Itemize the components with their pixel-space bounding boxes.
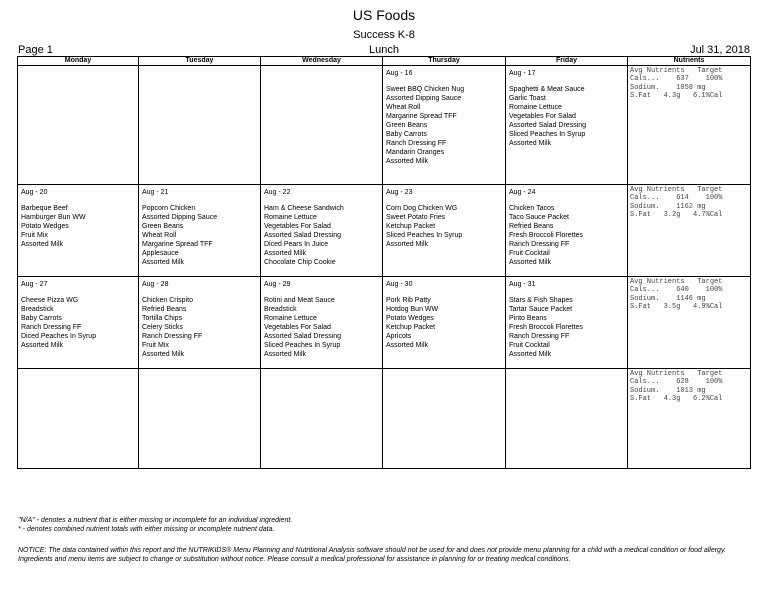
- menu-item: Baby Carrots: [21, 315, 62, 322]
- day-cell: [383, 277, 506, 369]
- menu-item: Cheese Pizza WG: [21, 297, 79, 304]
- nutrients-cell: [628, 277, 751, 369]
- menu-item: Margarine Spread TFF: [142, 241, 213, 248]
- report-title: US Foods: [352, 7, 416, 23]
- menu-item: Fruit Cocktail: [509, 342, 550, 349]
- menu-item: Assorted Milk: [264, 351, 307, 358]
- menu-item: Diced Peaches In Syrup: [21, 333, 97, 340]
- nutrients-cell: [628, 66, 751, 185]
- menu-item: Fresh Broccoli Florettes: [509, 324, 583, 331]
- day-date: Aug - 29: [264, 281, 291, 288]
- meal-label: Lunch: [369, 44, 399, 56]
- day-cell: [261, 369, 383, 469]
- menu-item: Sliced Peaches In Syrup: [509, 131, 586, 138]
- menu-item: Assorted Salad Dressing: [264, 333, 342, 340]
- notice-text: NOTICE: The data contained within this report and the NUTRIKIDS® Menu Planning and Nutritional Analysis software should not be used for and does not provide menu planning for a child with a medical condition or food allergy. Ingredients and menu items are subject to change or substitution without notice. Please consult a medical professional for assistance in planning for or treating medical conditions.: [18, 547, 726, 563]
- menu-item: Pork Rib Patty: [386, 297, 431, 304]
- footnotes: [18, 516, 753, 534]
- menu-item: Fresh Broccoli Florettes: [509, 232, 583, 239]
- menu-calendar-table: [17, 56, 751, 469]
- day-menu: [139, 185, 260, 267]
- menu-item: Chicken Crispito: [142, 297, 193, 304]
- menu-item: Assorted Dipping Sauce: [142, 214, 218, 221]
- menu-item: Taco Sauce Packet: [509, 214, 569, 221]
- day-menu: [261, 369, 382, 372]
- day-cell: [18, 369, 139, 469]
- col-header-monday: Monday: [18, 57, 139, 66]
- menu-item: Potato Wedges: [21, 223, 69, 230]
- day-menu: [261, 277, 382, 359]
- menu-item: Applesauce: [142, 250, 179, 257]
- menu-item: Assorted Milk: [386, 342, 429, 349]
- menu-item: Wheat Roll: [142, 232, 177, 239]
- menu-item: Fruit Mix: [21, 232, 48, 239]
- col-header-tuesday: Tuesday: [139, 57, 261, 66]
- menu-item: Ranch Dressing FF: [21, 324, 82, 331]
- day-cell: [261, 277, 383, 369]
- day-date: Aug - 23: [386, 189, 413, 196]
- menu-item: Ranch Dressing FF: [386, 140, 447, 147]
- col-header-nutrients: Nutrients: [628, 57, 751, 66]
- menu-item: Assorted Milk: [386, 241, 429, 248]
- menu-item: Assorted Salad Dressing: [509, 122, 587, 129]
- day-menu: [18, 185, 138, 249]
- day-menu: [139, 277, 260, 359]
- menu-item: Baby Carrots: [386, 131, 427, 138]
- menu-item: Diced Pears In Juice: [264, 241, 329, 248]
- weekday-header-row: [18, 57, 751, 66]
- day-cell: [383, 185, 506, 277]
- menu-item: Sliced Peaches In Syrup: [386, 232, 463, 239]
- day-date: Aug - 20: [21, 189, 48, 196]
- menu-item: Sweet Potato Fries: [386, 214, 446, 221]
- day-menu: [139, 369, 260, 372]
- menu-item: Assorted Milk: [264, 250, 307, 257]
- day-date: Aug - 24: [509, 189, 536, 196]
- menu-item: Chicken Tacos: [509, 205, 555, 212]
- nutrients-cell: [628, 369, 751, 469]
- day-menu: [506, 185, 627, 267]
- menu-item: Hamburger Bun WW: [21, 214, 86, 221]
- day-menu: [506, 369, 627, 372]
- day-menu: [383, 185, 505, 249]
- day-menu: [139, 66, 260, 69]
- menu-item: Wheat Roll: [386, 104, 421, 111]
- menu-item: Ranch Dressing FF: [142, 333, 203, 340]
- day-menu: [383, 369, 505, 372]
- menu-item: Barbeque Beef: [21, 205, 68, 212]
- menu-item: Sliced Peaches In Syrup: [264, 342, 341, 349]
- day-menu: [383, 277, 505, 350]
- week-row: [18, 185, 751, 277]
- week-row: [18, 369, 751, 469]
- nutrient-summary: Avg Nutrients Target Cals... 640 100% Sodium. 1146 mg S.Fat 3.5g 4.9%Cal: [630, 278, 723, 312]
- menu-item: Romaine Lettuce: [509, 104, 562, 111]
- week-row: [18, 66, 751, 185]
- menu-item: Fruit Mix: [142, 342, 169, 349]
- menu-item: Assorted Milk: [509, 140, 552, 147]
- footnote-na: "N/A" - denotes a nutrient that is either missing or incomplete for an individual ingredient.: [18, 517, 293, 524]
- day-menu: [18, 66, 138, 69]
- day-menu: [383, 66, 505, 166]
- col-header-friday: Friday: [506, 57, 628, 66]
- day-cell: [18, 277, 139, 369]
- day-menu: [506, 277, 627, 359]
- menu-item: Assorted Milk: [142, 259, 185, 266]
- day-date: Aug - 21: [142, 189, 169, 196]
- day-date: Aug - 28: [142, 281, 169, 288]
- nutrients-cell: [628, 185, 751, 277]
- day-date: Aug - 16: [386, 70, 413, 77]
- day-date: Aug - 27: [21, 281, 48, 288]
- menu-item: Vegetables For Salad: [509, 113, 576, 120]
- day-cell: [18, 66, 139, 185]
- menu-item: Potato Wedges: [386, 315, 434, 322]
- day-menu: [18, 277, 138, 350]
- day-cell: [18, 185, 139, 277]
- menu-item: Stars & Fish Shapes: [509, 297, 573, 304]
- menu-item: Refried Beans: [509, 223, 554, 230]
- menu-item: Green Beans: [142, 223, 184, 230]
- menu-item: Hotdog Bun WW: [386, 306, 439, 313]
- day-cell: [383, 66, 506, 185]
- day-menu: [261, 185, 382, 267]
- footnote-asterisk: * - denotes combined nutrient totals with either missing or incomplete nutrient data.: [18, 526, 275, 533]
- menu-item: Corn Dog Chicken WG: [386, 205, 458, 212]
- day-cell: [139, 369, 261, 469]
- menu-item: Assorted Milk: [21, 241, 64, 248]
- day-cell: [139, 277, 261, 369]
- day-cell: [383, 369, 506, 469]
- menu-item: Apricots: [386, 333, 412, 340]
- day-cell: [139, 185, 261, 277]
- col-header-wednesday: Wednesday: [261, 57, 383, 66]
- day-cell: [261, 185, 383, 277]
- menu-item: Spaghetti & Meat Sauce: [509, 86, 585, 93]
- menu-item: Romaine Lettuce: [264, 214, 317, 221]
- nutrient-summary: Avg Nutrients Target Cals... 637 100% Sodium. 1058 mg S.Fat 4.3g 6.1%Cal: [630, 67, 723, 101]
- menu-item: Vegetables For Salad: [264, 324, 331, 331]
- menu-item: Breadstick: [21, 306, 54, 313]
- menu-item: Romaine Lettuce: [264, 315, 317, 322]
- menu-item: Vegetables For Salad: [264, 223, 331, 230]
- menu-item: Tartar Sauce Packet: [509, 306, 573, 313]
- menu-item: Sweet BBQ Chicken Nug: [386, 86, 465, 93]
- report-date: Jul 31, 2018: [690, 44, 750, 56]
- menu-item: Ketchup Packet: [386, 324, 436, 331]
- menu-item: Ranch Dressing FF: [509, 241, 570, 248]
- menu-item: Assorted Milk: [21, 342, 64, 349]
- menu-item: Breadstick: [264, 306, 297, 313]
- day-date: Aug - 22: [264, 189, 291, 196]
- menu-item: Assorted Milk: [142, 351, 185, 358]
- menu-item: Margarine Spread TFF: [386, 113, 457, 120]
- menu-item: Refried Beans: [142, 306, 187, 313]
- col-header-thursday: Thursday: [383, 57, 506, 66]
- menu-item: Mandarin Oranges: [386, 149, 444, 156]
- menu-item: Assorted Milk: [509, 351, 552, 358]
- menu-item: Ranch Dressing FF: [509, 333, 570, 340]
- day-cell: [139, 66, 261, 185]
- day-cell: [506, 66, 628, 185]
- menu-item: Ham & Cheese Sandwich: [264, 205, 344, 212]
- day-menu: [18, 369, 138, 372]
- menu-item: Green Beans: [386, 122, 428, 129]
- menu-item: Fruit Cocktail: [509, 250, 550, 257]
- day-menu: [506, 66, 627, 148]
- site-name: Success K-8: [353, 29, 415, 41]
- menu-item: Celery Sticks: [142, 324, 183, 331]
- menu-item: Popcorn Chicken: [142, 205, 196, 212]
- menu-item: Assorted Milk: [386, 158, 429, 165]
- week-row: [18, 277, 751, 369]
- day-date: Aug - 30: [386, 281, 413, 288]
- page-number: Page 1: [18, 44, 53, 56]
- day-date: Aug - 17: [509, 70, 536, 77]
- day-menu: [261, 66, 382, 69]
- menu-item: Tortilla Chips: [142, 315, 183, 322]
- menu-item: Chocolate Chip Cookie: [264, 259, 336, 266]
- day-cell: [506, 369, 628, 469]
- day-cell: [506, 185, 628, 277]
- menu-item: Pinto Beans: [509, 315, 547, 322]
- menu-item: Assorted Milk: [509, 259, 552, 266]
- menu-item: Assorted Dipping Sauce: [386, 95, 462, 102]
- day-cell: [261, 66, 383, 185]
- day-cell: [506, 277, 628, 369]
- menu-item: Rotini and Meat Sauce: [264, 297, 335, 304]
- nutrient-summary: Avg Nutrients Target Cals... 614 100% Sodium. 1162 mg S.Fat 3.2g 4.7%Cal: [630, 186, 723, 220]
- nutrient-summary: Avg Nutrients Target Cals... 628 100% Sodium. 1013 mg S.Fat 4.3g 6.2%Cal: [630, 370, 723, 404]
- menu-item: Garlic Toast: [509, 95, 546, 102]
- day-date: Aug - 31: [509, 281, 536, 288]
- menu-item: Ketchup Packet: [386, 223, 436, 230]
- menu-item: Assorted Salad Dressing: [264, 232, 342, 239]
